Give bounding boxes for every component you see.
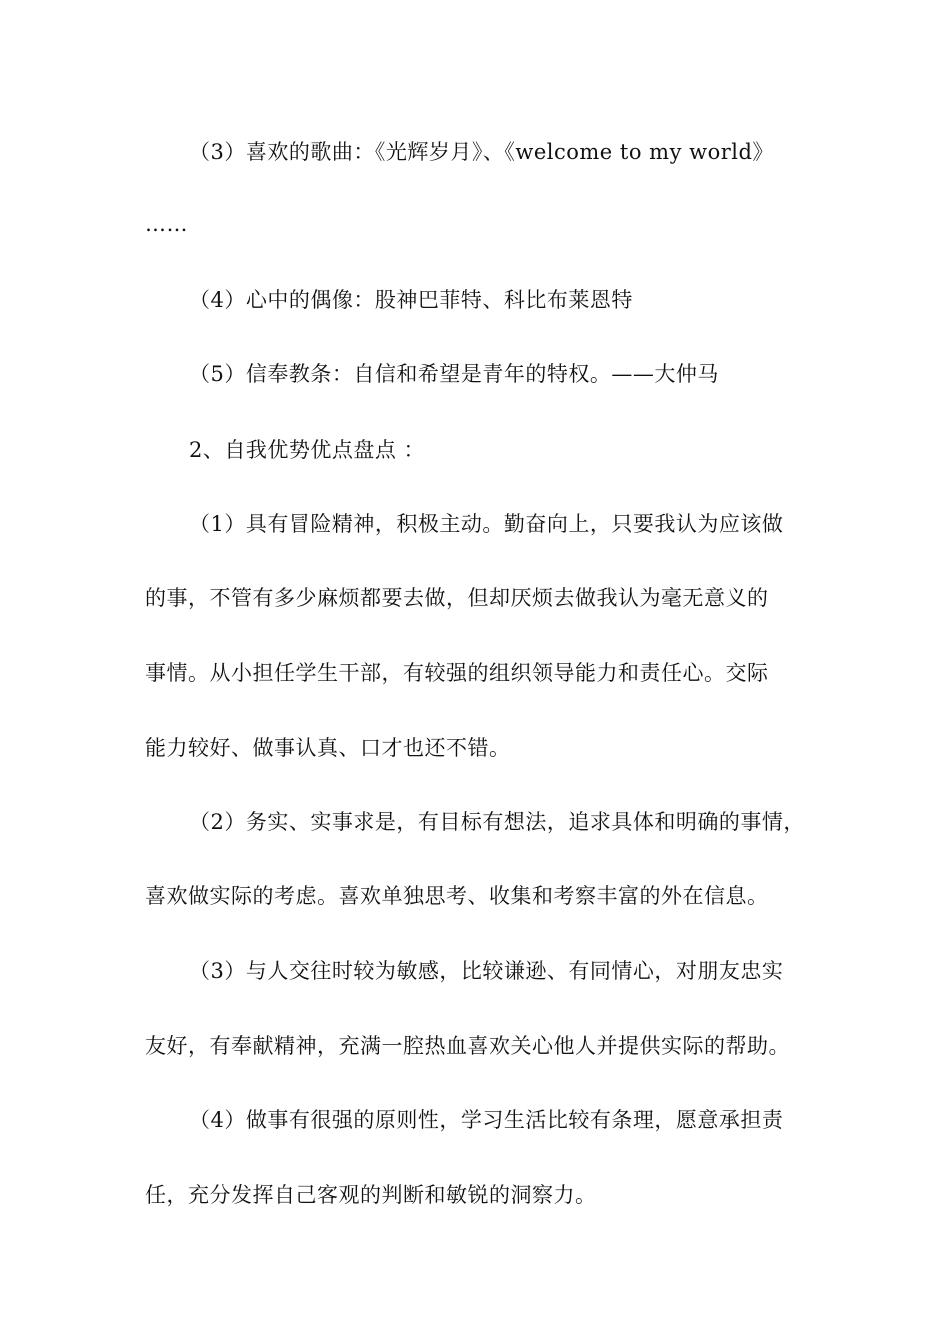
paragraph-4-line-1: （4）做事有很强的原则性，学习生活比较有条理，愿意承担责 (189, 1108, 784, 1132)
idol-line: （4）心中的偶像：股神巴菲特、科比布莱恩特 (189, 288, 633, 312)
section-heading: 2、自我优势优点盘点 ： (189, 438, 426, 462)
paragraph-1-line-3: 事情。从小担任学生干部，有较强的组织领导能力和责任心。交际 (145, 661, 769, 685)
paragraph-1-line-2: 的事，不管有多少麻烦都要去做，但却厌烦去做我认为毫无意义的 (145, 586, 769, 610)
paragraph-1-line-1: （1）具有冒险精神，积极主动。勤奋向上，只要我认为应该做 (189, 512, 784, 536)
song-preference-line: （3）喜欢的歌曲：《光辉岁月》、《welcome to my world》 (189, 140, 774, 164)
paragraph-4-line-2: 任，充分发挥自己客观的判断和敏锐的洞察力。 (145, 1183, 597, 1207)
motto-line: （5）信奉教条：自信和希望是青年的特权。——大仲马 (189, 362, 719, 386)
paragraph-2-line-2: 喜欢做实际的考虑。喜欢单独思考、收集和考察丰富的外在信息。 (145, 884, 769, 908)
paragraph-1-line-4: 能力较好、做事认真、口才也还不错。 (145, 736, 511, 760)
paragraph-3-line-1: （3）与人交往时较为敏感，比较谦逊、有同情心，对朋友忠实 (189, 959, 784, 983)
paragraph-3-line-2: 友好，有奉献精神，充满一腔热血喜欢关心他人并提供实际的帮助。 (145, 1034, 790, 1058)
ellipsis-line: …… (145, 212, 188, 236)
paragraph-2-line-1: （2）务实、实事求是，有目标有想法，追求具体和明确的事情， (189, 810, 805, 834)
